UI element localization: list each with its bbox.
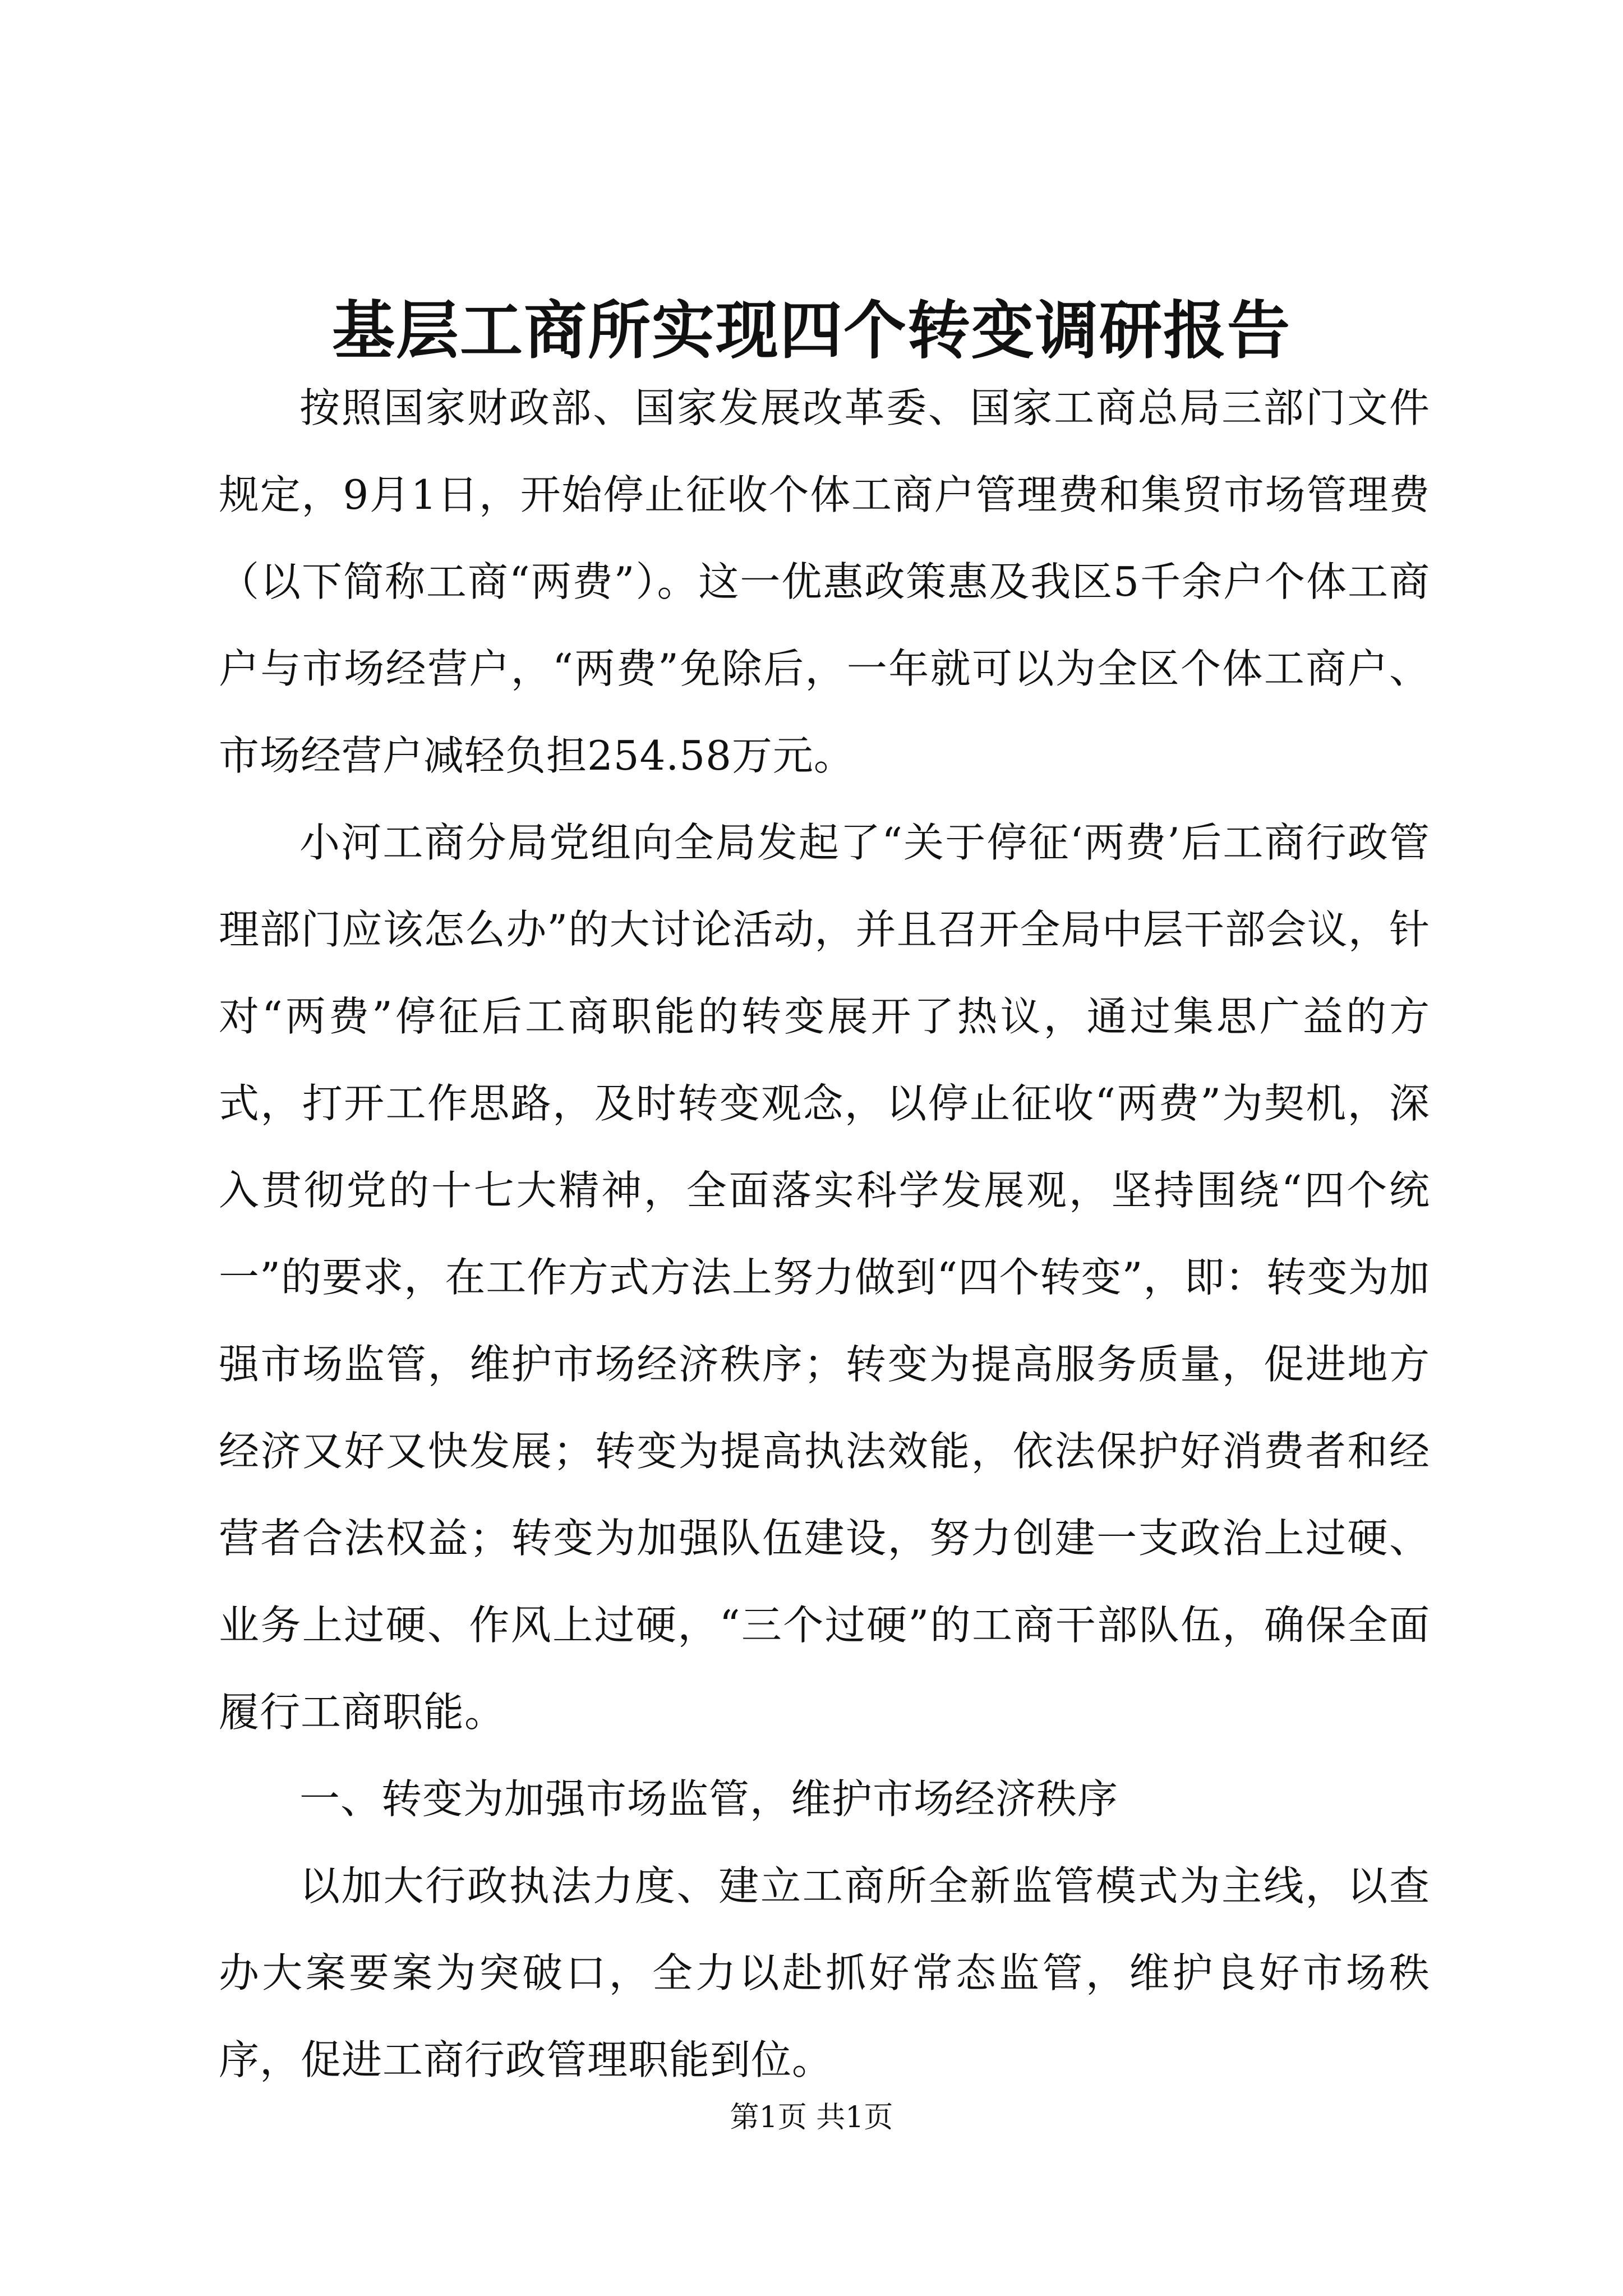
page-number-label: 第1页 共1页: [730, 2101, 893, 2134]
page-footer: [0, 2098, 1623, 2137]
paragraph-1: 按照国家财政部、国家发展改革委、国家工商总局三部门文件规定，9月1日，开始停止征收个体工商户管理费和集贸市场管理费（以下简称工商“两费”）。这一优惠政策惠及我区5千余户个体工商户与市场经营户，“两费”免除后，一年就可以为全区个体工商户、市场经营户减轻负担254.58万元。: [219, 384, 1430, 779]
document-title: 基层工商所实现四个转变调研报告: [332, 294, 1291, 367]
paragraph-3: 以加大行政执法力度、建立工商所全新监管模式为主线，以查办大案要案为突破口，全力以赴抓好常态监管，维护良好市场秩序，促进工商行政管理职能到位。: [219, 1862, 1430, 2083]
paragraph-2: 小河工商分局党组向全局发起了“关于停征‘两费’后工商行政管理部门应该怎么办”的大讨论活动，并且召开全局中层干部会议，针对“两费”停征后工商职能的转变展开了热议，通过集思广益的方式，打开工作思路，及时转变观念，以停止征收“两费”为契机，深入贯彻党的十七大精神，全面落实科学发展观，坚持围绕“四个统一”的要求，在工作方式方法上努力做到“四个转变”，即：转变为加强市场监管，维护市场经济秩序；转变为提高服务质量，促进地方经济又好又快发展；转变为提高执法效能，依法保护好消费者和经营者合法权益；转变为加强队伍建设，努力创建一支政治上过硬、业务上过硬、作风上过硬，“三个过硬”的工商干部队伍，确保全面履行工商职能。: [219, 819, 1430, 1736]
section-heading-1: 一、转变为加强市场监管，维护市场经济秩序: [299, 1775, 1119, 1823]
document-body: [219, 365, 1430, 2104]
